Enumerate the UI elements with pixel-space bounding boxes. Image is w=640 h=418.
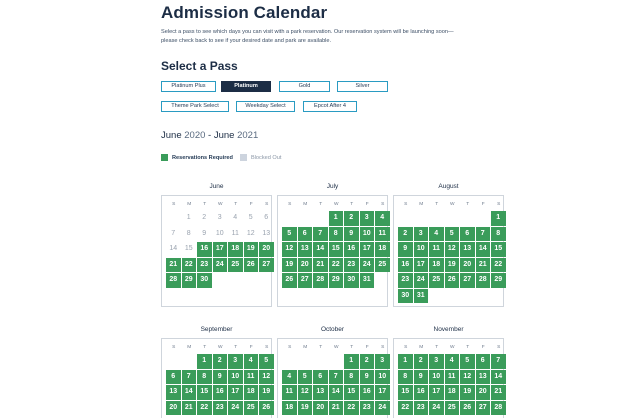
day-reservation-required[interactable]: 13 (166, 385, 181, 400)
day-reservation-required[interactable]: 17 (414, 258, 429, 273)
day-unavailable: 9 (202, 229, 207, 237)
day-reservation-required[interactable]: 1 (491, 211, 506, 226)
day-reservation-required[interactable]: 24 (213, 258, 228, 273)
calendar-grid (277, 338, 388, 418)
day-reservation-required[interactable]: 3 (360, 211, 375, 226)
day-unavailable: 6 (264, 214, 269, 221)
day-reservation-required[interactable]: 15 (329, 242, 344, 257)
day-reservation-required[interactable]: 26 (259, 401, 274, 416)
day-reservation-required[interactable]: 4 (445, 354, 460, 369)
weekday-label: T (466, 202, 470, 207)
day-reservation-required[interactable]: 7 (476, 227, 491, 242)
intro-text: Select a pass to see which days you can visit with a park reservation. Our reservation system will be launching soon—please check back to see if your desired date and park are available. (161, 29, 454, 44)
day-reservation-required[interactable]: 18 (282, 401, 297, 416)
day-reservation-required[interactable]: 2 (360, 354, 375, 369)
weekday-label: M (419, 202, 424, 207)
weekday-label: F (481, 202, 485, 207)
day-reservation-required[interactable]: 16 (344, 242, 359, 257)
day-reservation-required[interactable]: 25 (445, 401, 460, 416)
range-end-month: June (213, 130, 235, 141)
day-reservation-required[interactable]: 24 (429, 401, 444, 416)
range-start-year: 2020 (184, 130, 206, 141)
day-unavailable: 4 (233, 214, 238, 221)
day-reservation-required[interactable]: 17 (360, 242, 375, 257)
day-reservation-required[interactable]: 5 (460, 354, 475, 369)
month-july (277, 183, 388, 307)
day-reservation-required[interactable]: 25 (429, 273, 444, 288)
weekday-label: F (365, 202, 369, 207)
day-reservation-required[interactable]: 30 (197, 273, 212, 288)
weekday-label: M (303, 345, 308, 350)
blocked-out-swatch (240, 154, 247, 161)
weekday-label: T (234, 202, 238, 207)
day-reservation-required[interactable]: 8 (491, 227, 506, 242)
day-reservation-required[interactable]: 16 (213, 385, 228, 400)
day-reservation-required[interactable]: 28 (476, 273, 491, 288)
day-reservation-required[interactable]: 22 (491, 258, 506, 273)
day-reservation-required[interactable]: 11 (445, 370, 460, 385)
weekday-label: S (172, 202, 176, 207)
day-reservation-required[interactable]: 8 (329, 227, 344, 242)
day-reservation-required[interactable]: 21 (166, 258, 181, 273)
day-reservation-required[interactable]: 10 (375, 370, 390, 385)
month-title: June (209, 183, 224, 190)
weekday-label: S (265, 202, 269, 207)
weekday-label: F (481, 345, 485, 350)
day-reservation-required[interactable]: 2 (414, 354, 429, 369)
day-reservation-required[interactable]: 19 (259, 385, 274, 400)
day-reservation-required[interactable]: 20 (476, 385, 491, 400)
blocked-out-label: Blocked Out (250, 154, 282, 161)
day-reservation-required[interactable]: 10 (360, 227, 375, 242)
day-reservation-required[interactable]: 22 (182, 258, 197, 273)
day-reservation-required[interactable]: 31 (360, 273, 375, 288)
month-june (161, 183, 272, 307)
day-reservation-required[interactable]: 24 (228, 401, 243, 416)
pass-gold-button[interactable]: Gold (279, 81, 330, 92)
day-reservation-required[interactable]: 16 (414, 385, 429, 400)
day-reservation-required[interactable]: 21 (313, 258, 328, 273)
day-reservation-required[interactable]: 22 (398, 401, 413, 416)
day-reservation-required[interactable]: 17 (228, 385, 243, 400)
day-reservation-required[interactable]: 29 (182, 273, 197, 288)
weekday-label: S (497, 345, 501, 350)
weekday-label: S (404, 345, 408, 350)
day-reservation-required[interactable]: 27 (460, 273, 475, 288)
day-reservation-required[interactable]: 9 (360, 370, 375, 385)
weekday-label: F (365, 345, 369, 350)
day-reservation-required[interactable]: 27 (298, 273, 313, 288)
day-unavailable: 8 (186, 229, 191, 237)
pass-theme-park-select-button[interactable]: Theme Park Select (161, 101, 229, 112)
day-reservation-required[interactable]: 12 (298, 385, 313, 400)
day-reservation-required[interactable]: 7 (329, 370, 344, 385)
day-unavailable: 10 (215, 229, 224, 237)
weekday-label: F (249, 345, 253, 350)
month-title: August (438, 183, 459, 190)
month-september (161, 326, 272, 418)
range-separator: - (208, 130, 212, 141)
day-reservation-required[interactable]: 21 (329, 401, 344, 416)
day-reservation-required[interactable]: 9 (344, 227, 359, 242)
day-reservation-required[interactable]: 23 (414, 401, 429, 416)
day-reservation-required[interactable]: 9 (213, 370, 228, 385)
reservations-required-label: Reservations Required (172, 154, 233, 161)
weekday-label: M (419, 345, 424, 350)
day-unavailable: 2 (202, 214, 207, 221)
day-reservation-required[interactable]: 15 (398, 385, 413, 400)
day-reservation-required[interactable]: 3 (228, 354, 243, 369)
range-end-year: 2021 (237, 130, 259, 141)
weekday-label: T (466, 345, 470, 350)
select-pass-heading: Select a Pass (161, 59, 238, 73)
day-reservation-required[interactable]: 28 (166, 273, 181, 288)
day-reservation-required[interactable]: 18 (375, 242, 390, 257)
page-title: Admission Calendar (161, 3, 328, 22)
weekday-label: T (435, 345, 439, 350)
day-reservation-required[interactable]: 3 (414, 227, 429, 242)
day-reservation-required[interactable]: 2 (213, 354, 228, 369)
day-reservation-required[interactable]: 14 (182, 385, 197, 400)
day-reservation-required[interactable]: 6 (476, 354, 491, 369)
weekday-label: M (187, 202, 192, 207)
weekday-label: S (265, 345, 269, 350)
day-reservation-required[interactable]: 6 (313, 370, 328, 385)
day-reservation-required[interactable]: 14 (491, 370, 506, 385)
day-unavailable: 13 (262, 229, 271, 237)
month-title: October (320, 326, 345, 333)
pass-weekday-select-button[interactable]: Weekday Select (236, 101, 295, 112)
day-reservation-required[interactable]: 11 (429, 242, 444, 257)
day-reservation-required[interactable]: 14 (329, 385, 344, 400)
day-reservation-required[interactable]: 7 (182, 370, 197, 385)
weekday-label: S (497, 202, 501, 207)
calendar-grid (161, 338, 272, 418)
day-reservation-required[interactable]: 27 (259, 258, 274, 273)
day-reservation-required[interactable]: 12 (259, 370, 274, 385)
day-reservation-required[interactable]: 20 (298, 258, 313, 273)
day-reservation-required[interactable]: 4 (244, 354, 259, 369)
day-reservation-required[interactable]: 18 (429, 258, 444, 273)
weekday-label: T (350, 345, 354, 350)
day-reservation-required[interactable]: 8 (197, 370, 212, 385)
weekday-label: W (333, 345, 339, 350)
day-reservation-required[interactable]: 20 (313, 401, 328, 416)
day-reservation-required[interactable]: 5 (445, 227, 460, 242)
weekday-label: W (217, 202, 223, 207)
day-reservation-required[interactable]: 25 (228, 258, 243, 273)
day-reservation-required[interactable]: 28 (491, 401, 506, 416)
day-reservation-required[interactable]: 1 (329, 211, 344, 226)
day-reservation-required[interactable]: 31 (414, 289, 429, 304)
day-reservation-required[interactable]: 9 (398, 242, 413, 257)
month-october (277, 326, 388, 418)
day-reservation-required[interactable]: 26 (445, 273, 460, 288)
reservations-required-swatch (161, 154, 168, 161)
weekday-label: S (172, 345, 176, 350)
day-reservation-required[interactable]: 27 (476, 401, 491, 416)
day-reservation-required[interactable]: 13 (298, 242, 313, 257)
pass-silver-button[interactable]: Silver (337, 81, 388, 92)
day-reservation-required[interactable]: 20 (166, 401, 181, 416)
day-reservation-required[interactable]: 4 (429, 227, 444, 242)
pass-epcot-after-4-button[interactable]: Epcot After 4 (303, 101, 357, 112)
day-reservation-required[interactable]: 15 (197, 385, 212, 400)
day-reservation-required[interactable]: 22 (329, 258, 344, 273)
day-reservation-required[interactable]: 16 (398, 258, 413, 273)
day-unavailable: 7 (171, 229, 176, 237)
day-reservation-required[interactable]: 1 (344, 354, 359, 369)
day-reservation-required[interactable]: 21 (491, 385, 506, 400)
day-unavailable: 15 (184, 245, 193, 252)
calendar-grid (393, 338, 504, 418)
day-reservation-required[interactable]: 12 (460, 370, 475, 385)
day-reservation-required[interactable]: 16 (360, 385, 375, 400)
day-unavailable: 12 (246, 229, 255, 237)
day-reservation-required[interactable]: 22 (197, 401, 212, 416)
month-title: November (433, 326, 464, 333)
day-reservation-required[interactable]: 8 (344, 370, 359, 385)
day-reservation-required[interactable]: 29 (329, 273, 344, 288)
day-reservation-required[interactable]: 2 (344, 211, 359, 226)
day-reservation-required[interactable]: 23 (398, 273, 413, 288)
day-reservation-required[interactable]: 17 (375, 385, 390, 400)
weekday-label: S (381, 202, 385, 207)
day-reservation-required[interactable]: 19 (298, 401, 313, 416)
day-reservation-required[interactable]: 25 (375, 258, 390, 273)
day-reservation-required[interactable]: 18 (244, 385, 259, 400)
calendar-grid (161, 195, 272, 307)
day-reservation-required[interactable]: 19 (460, 385, 475, 400)
day-reservation-required[interactable]: 11 (375, 227, 390, 242)
day-reservation-required[interactable]: 6 (460, 227, 475, 242)
day-reservation-required[interactable]: 23 (197, 258, 212, 273)
weekday-label: S (404, 202, 408, 207)
weekday-label: S (381, 345, 385, 350)
month-november (393, 326, 504, 418)
day-reservation-required[interactable]: 7 (313, 227, 328, 242)
day-reservation-required[interactable]: 25 (244, 401, 259, 416)
day-reservation-required[interactable]: 22 (344, 401, 359, 416)
day-reservation-required[interactable]: 4 (282, 370, 297, 385)
day-reservation-required[interactable]: 29 (491, 273, 506, 288)
weekday-label: T (319, 345, 323, 350)
day-reservation-required[interactable]: 3 (375, 354, 390, 369)
weekday-label: M (303, 202, 308, 207)
day-reservation-required[interactable]: 19 (282, 258, 297, 273)
weekday-label: T (203, 202, 207, 207)
day-reservation-required[interactable]: 20 (259, 242, 274, 257)
calendar-grid (393, 195, 504, 307)
day-reservation-required[interactable]: 12 (445, 242, 460, 257)
legend (161, 153, 281, 162)
day-reservation-required[interactable]: 10 (429, 370, 444, 385)
weekday-label: T (350, 202, 354, 207)
day-reservation-required[interactable]: 11 (244, 370, 259, 385)
day-reservation-required[interactable]: 16 (197, 242, 212, 257)
day-reservation-required[interactable]: 26 (244, 258, 259, 273)
day-unavailable: 14 (169, 245, 178, 252)
day-reservation-required[interactable]: 18 (228, 242, 243, 257)
day-reservation-required[interactable]: 11 (282, 385, 297, 400)
weekday-label: W (449, 202, 455, 207)
weekday-label: W (217, 345, 223, 350)
day-unavailable: 3 (217, 214, 222, 221)
day-reservation-required[interactable]: 15 (491, 242, 506, 257)
pass-platinum-plus-button[interactable]: Platinum Plus (161, 81, 216, 92)
day-reservation-required[interactable]: 17 (213, 242, 228, 257)
weekday-label: T (234, 345, 238, 350)
day-reservation-required[interactable]: 26 (460, 401, 475, 416)
day-reservation-required[interactable]: 3 (429, 354, 444, 369)
day-reservation-required[interactable]: 21 (476, 258, 491, 273)
day-reservation-required[interactable]: 30 (398, 289, 413, 304)
day-reservation-required[interactable]: 9 (414, 370, 429, 385)
day-reservation-required[interactable]: 30 (344, 273, 359, 288)
day-reservation-required[interactable]: 13 (313, 385, 328, 400)
day-reservation-required[interactable]: 5 (282, 227, 297, 242)
day-reservation-required[interactable]: 18 (445, 385, 460, 400)
day-reservation-required[interactable]: 26 (282, 273, 297, 288)
weekday-label: S (288, 345, 292, 350)
weekday-label: T (203, 345, 207, 350)
day-unavailable: 11 (231, 229, 239, 237)
day-reservation-required[interactable]: 15 (344, 385, 359, 400)
day-reservation-required[interactable]: 19 (244, 242, 259, 257)
month-august (393, 183, 504, 307)
day-reservation-required[interactable]: 5 (259, 354, 274, 369)
month-title: July (326, 183, 339, 190)
day-reservation-required[interactable]: 10 (414, 242, 429, 257)
day-reservation-required[interactable]: 13 (476, 370, 491, 385)
range-start-month: June (161, 130, 182, 141)
day-reservation-required[interactable]: 8 (398, 370, 413, 385)
day-unavailable: 1 (186, 214, 191, 221)
weekday-label: W (449, 345, 455, 350)
weekday-label: F (249, 202, 253, 207)
day-reservation-required[interactable]: 24 (375, 401, 390, 416)
day-reservation-required[interactable]: 23 (360, 401, 375, 416)
day-reservation-required[interactable]: 24 (414, 273, 429, 288)
day-reservation-required[interactable]: 21 (182, 401, 197, 416)
day-reservation-required[interactable]: 13 (460, 242, 475, 257)
day-reservation-required[interactable]: 24 (360, 258, 375, 273)
weekday-label: S (288, 202, 292, 207)
day-reservation-required[interactable]: 14 (313, 242, 328, 257)
weekday-label: M (187, 345, 192, 350)
day-reservation-required[interactable]: 6 (166, 370, 181, 385)
day-reservation-required[interactable]: 23 (213, 401, 228, 416)
day-reservation-required[interactable]: 17 (429, 385, 444, 400)
day-reservation-required[interactable]: 1 (398, 354, 413, 369)
day-reservation-required[interactable]: 20 (460, 258, 475, 273)
day-reservation-required[interactable]: 6 (298, 227, 313, 242)
calendar-grid (277, 195, 388, 307)
day-reservation-required[interactable]: 10 (228, 370, 243, 385)
day-reservation-required[interactable]: 23 (344, 258, 359, 273)
day-reservation-required[interactable]: 5 (298, 370, 313, 385)
day-reservation-required[interactable]: 14 (476, 242, 491, 257)
day-reservation-required[interactable]: 2 (398, 227, 413, 242)
pass-platinum-button[interactable]: Platinum (221, 81, 271, 92)
day-reservation-required[interactable]: 19 (445, 258, 460, 273)
weekday-label: T (319, 202, 323, 207)
day-unavailable: 5 (248, 214, 253, 221)
day-reservation-required[interactable]: 12 (282, 242, 297, 257)
weekday-label: W (333, 202, 339, 207)
day-reservation-required[interactable]: 7 (491, 354, 506, 369)
day-reservation-required[interactable]: 28 (313, 273, 328, 288)
day-reservation-required[interactable]: 4 (375, 211, 390, 226)
date-range (161, 130, 258, 141)
weekday-label: T (435, 202, 439, 207)
month-title: September (200, 326, 233, 333)
day-reservation-required[interactable]: 1 (197, 354, 212, 369)
